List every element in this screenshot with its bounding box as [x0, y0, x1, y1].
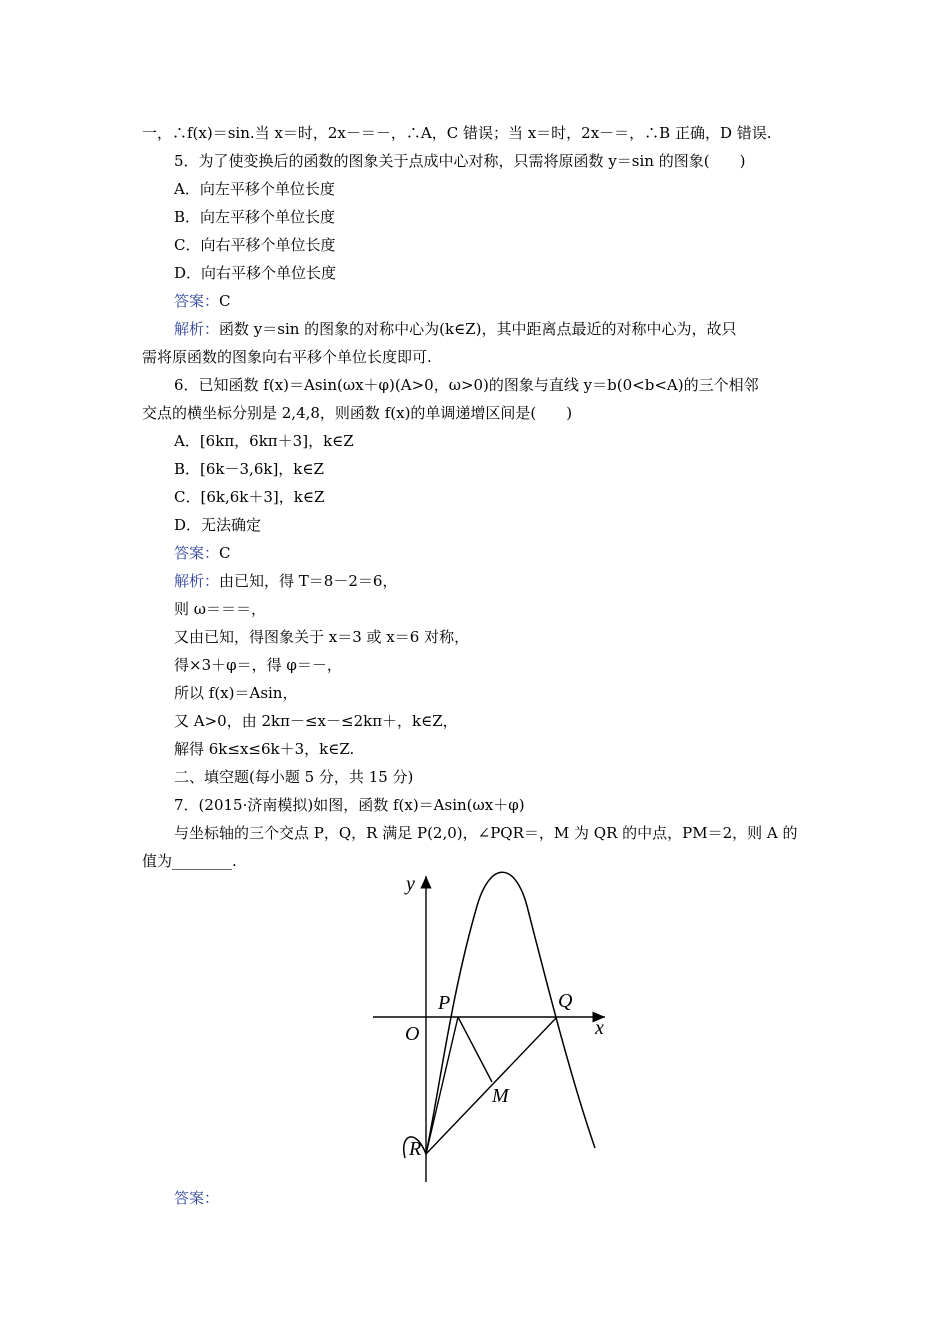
answer-line	[174, 543, 231, 563]
sine-curve	[404, 872, 595, 1158]
question-7-cont: 与坐标轴的三个交点 P，Q，R 满足 P(2,0)，∠PQR＝，M 为 QR 的中点，PM＝2，则 A 的	[174, 824, 798, 842]
explanation-line: 又由已知，得图象关于 x＝3 或 x＝6 对称，	[174, 628, 470, 646]
label-r: R	[409, 1138, 422, 1160]
label-q: Q	[558, 990, 573, 1012]
question-7: 7．(2015·济南模拟)如图，函数 f(x)＝Asin(ωx＋φ)	[174, 796, 525, 814]
segment-pr	[426, 1017, 458, 1154]
explanation-line: 又 A>0，由 2kπ－≤x－≤2kπ＋，k∈Z，	[174, 712, 458, 730]
option-c: C．向右平移个单位长度	[174, 236, 336, 254]
explanation-line	[174, 571, 397, 591]
label-m: M	[492, 1085, 509, 1107]
label-y: y	[406, 873, 415, 895]
text-line: 一，∴f(x)＝sin.当 x＝时，2x－＝－，∴A，C 错误；当 x＝时，2x－＝，∴B 正确，D 错误.	[142, 124, 772, 142]
explanation-label: 解析：	[174, 320, 220, 338]
label-x: x	[595, 1017, 604, 1039]
label-o: O	[405, 1023, 420, 1045]
option-d: D．无法确定	[174, 516, 262, 534]
section-heading: 二、填空题(每小题 5 分，共 15 分)	[174, 768, 414, 786]
option-a: A．[6kπ，6kπ＋3]，k∈Z	[174, 432, 354, 450]
explanation-line	[174, 319, 737, 339]
question-5: 5．为了使变换后的函数的图象关于点成中心对称，只需将原函数 y＝sin 的图象( )	[174, 152, 746, 170]
option-c: C．[6k,6k＋3]，k∈Z	[174, 488, 325, 506]
option-b: B．向左平移个单位长度	[174, 208, 336, 226]
question-6-cont: 交点的横坐标分别是 2,4,8，则函数 f(x)的单调递增区间是( )	[142, 404, 573, 422]
answer-label: 答案：	[174, 544, 220, 562]
answer-label: 答案：	[174, 1189, 220, 1207]
graph-svg	[355, 866, 625, 1186]
explanation-line: 需将原函数的图象向右平移个单位长度即可.	[142, 348, 432, 366]
option-a: A．向左平移个单位长度	[174, 180, 335, 198]
segment-pm	[458, 1017, 492, 1082]
question-7-blank: 值为________.	[142, 852, 237, 870]
answer-label: 答案：	[174, 292, 220, 310]
option-b: B．[6k－3,6k]，k∈Z	[174, 460, 324, 478]
label-p: P	[438, 992, 451, 1014]
explanation-line: 所以 f(x)＝Asin，	[174, 684, 298, 702]
option-d: D．向右平移个单位长度	[174, 264, 337, 282]
answer-value: C	[219, 292, 231, 310]
explanation-text: 函数 y＝sin 的图象的对称中心为(k∈Z)，其中距离点最近的对称中心为，故只	[219, 320, 737, 338]
explanation-text: 由已知，得 T＝8－2＝6，	[219, 572, 398, 590]
answer-value: C	[219, 544, 231, 562]
explanation-line: 得×3＋φ＝，得 φ＝－，	[174, 656, 342, 674]
answer-line	[174, 291, 231, 311]
explanation-label: 解析：	[174, 572, 220, 590]
graph-figure	[355, 866, 625, 1186]
explanation-line: 解得 6k≤x≤6k＋3，k∈Z.	[174, 740, 355, 758]
question-6: 6．已知函数 f(x)＝Asin(ωx＋φ)(A>0，ω>0)的图象与直线 y＝b(0<b<A)的三个相邻	[174, 376, 759, 394]
explanation-line: 则 ω＝＝＝，	[174, 600, 267, 618]
